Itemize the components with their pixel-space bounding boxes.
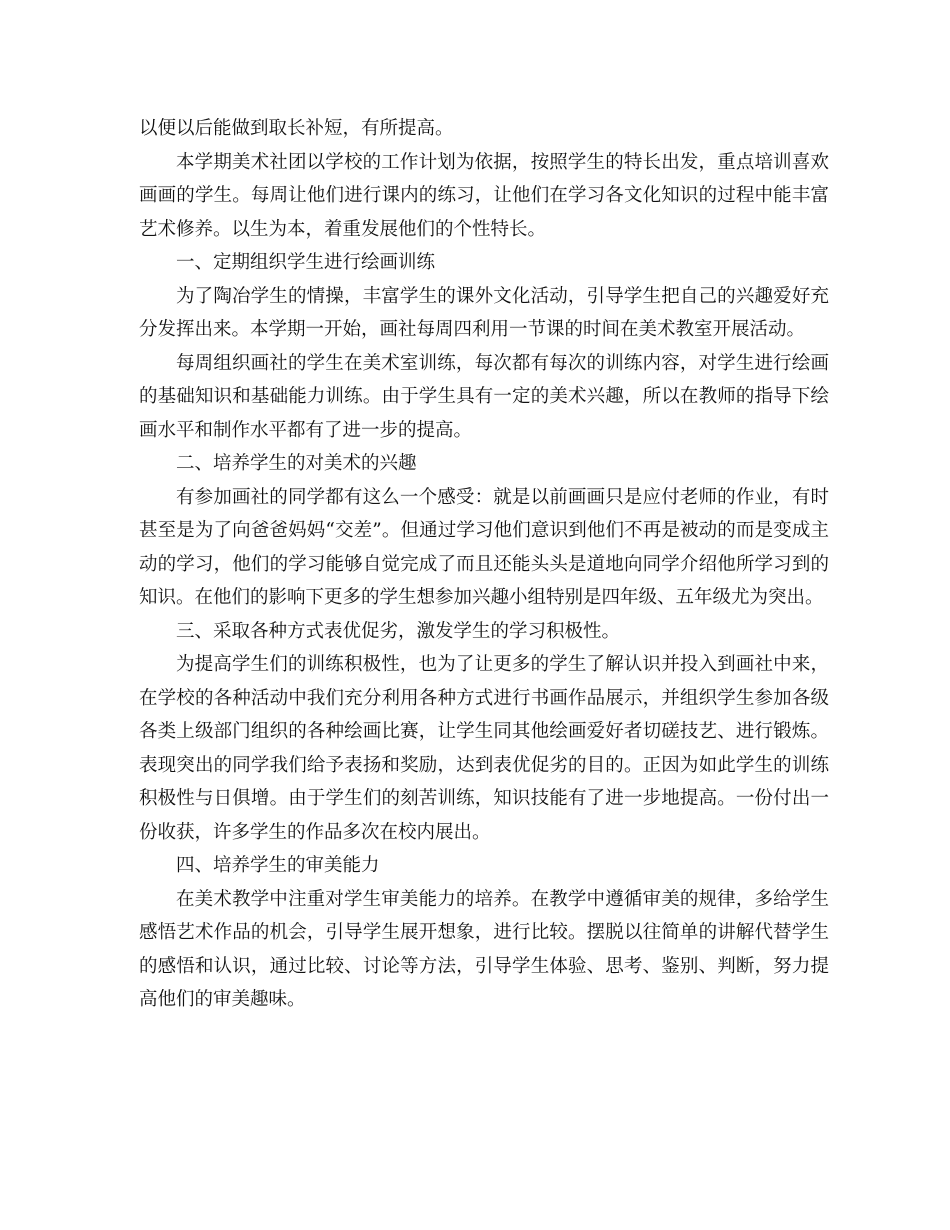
paragraph-continuation: 以便以后能做到取长补短，有所提高。 [139, 118, 454, 139]
document-body [139, 112, 829, 1017]
section-heading-3: 三、采取各种方式表优促劣，激发学生的学习积极性。 [176, 620, 621, 642]
section-heading-4: 四、培养学生的审美能力 [176, 855, 380, 876]
section-heading-2: 二、培养学生的对美术的兴趣 [176, 453, 417, 474]
paragraph-section-1a: 为了陶冶学生的情操，丰富学生的课外文化活动，引导学生把自己的兴趣爱好充分发挥出来。本学期一开始，画社每周四利用一节课的时间在美术教室开展活动。 [139, 285, 829, 340]
paragraph-section-2: 有参加画社的同学都有这么一个感受：就是以前画画只是应付老师的作业，有时甚至是为了向爸爸妈妈“交差”。但通过学习他们意识到他们不再是被动的而是变成主动的学习，他们的学习能够自觉完成了而且还能头头是道地向同学介绍他所学习到的知识。在他们的影响下更多的学生想参加兴趣小组特别是四年级、五年级尤为突出。 [139, 486, 829, 608]
paragraph-section-1b: 每周组织画社的学生在美术室训练，每次都有每次的训练内容，对学生进行绘画的基础知识和基础能力训练。由于学生具有一定的美术兴趣，所以在教师的指导下绘画水平和制作水平都有了进一步的提高。 [139, 352, 829, 441]
paragraph-section-4: 在美术教学中注重对学生审美能力的培养。在教学中遵循审美的规律，多给学生感悟艺术作品的机会，引导学生展开想象，进行比较。摆脱以往简单的讲解代替学生的感悟和认识，通过比较、讨论等方法，引导学生体验、思考、鉴别、判断，努力提高他们的审美趣味。 [139, 888, 829, 1010]
paragraph-intro: 本学期美术社团以学校的工作计划为依据，按照学生的特长出发，重点培训喜欢画画的学生。每周让他们进行课内的练习，让他们在学习各文化知识的过程中能丰富艺术修养。以生为本，着重发展他们的个性特长。 [139, 151, 829, 240]
paragraph-section-3: 为提高学生们的训练积极性，也为了让更多的学生了解认识并投入到画社中来，在学校的各种活动中我们充分利用各种方式进行书画作品展示，并组织学生参加各级各类上级部门组织的各种绘画比赛，让学生同其他绘画爱好者切磋技艺、进行锻炼。表现突出的同学我们给予表扬和奖励，达到表优促劣的目的。正因为如此学生的训练积极性与日俱增。由于学生们的刻苦训练，知识技能有了进一步地提高。一份付出一份收获，许多学生的作品多次在校内展出。 [139, 654, 829, 843]
section-heading-1: 一、定期组织学生进行绘画训练 [176, 252, 436, 273]
